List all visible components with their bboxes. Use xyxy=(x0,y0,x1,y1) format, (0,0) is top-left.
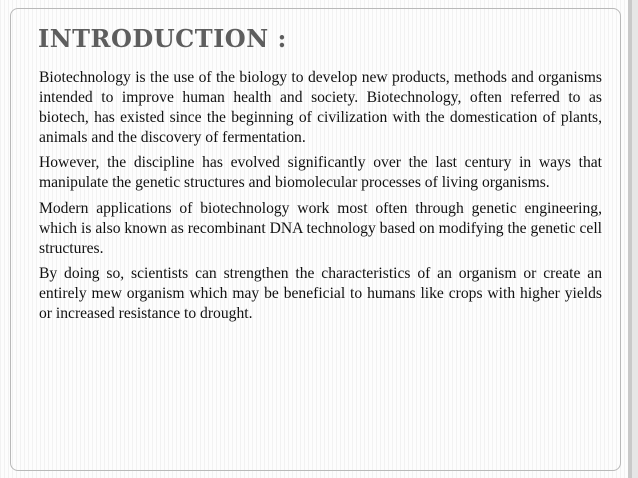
slide-body xyxy=(39,68,602,329)
paragraph-benefits: By doing so, scientists can strengthen the characteristics of an organism or create an entirely mew organism which may be beneficial to humans like crops with higher yields or increased resistance to drought. xyxy=(39,264,602,323)
slide-title: INTRODUCTION : xyxy=(38,24,287,53)
paragraph-modern-applications: Modern applications of biotechnology work most often through genetic engineering, which is also known as recombinant DNA technology based on modifying the genetic cell structures. xyxy=(39,199,602,257)
paragraph-discipline-evolution: However, the discipline has evolved significantly over the last century in ways that manipulate the genetic structures and biomolecular processes of living organisms. xyxy=(39,154,602,192)
paragraph-biotech-definition: Biotechnology is the use of the biology to develop new products, methods and organisms intended to improve human health and society. Biotechnology, often referred to as biotech, has existed since the beginning of civilization with the domestication of plants, animals and the discovery of fermentation. xyxy=(39,69,602,147)
right-edge-band xyxy=(632,0,638,478)
